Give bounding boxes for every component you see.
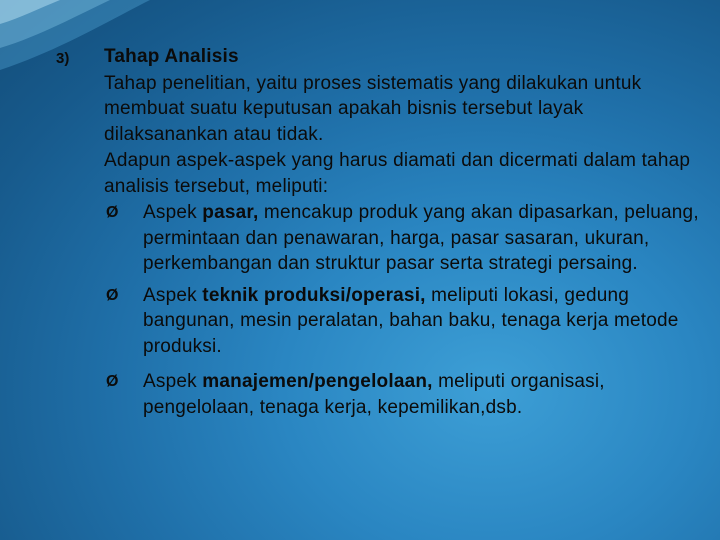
item-prefix: Aspek bbox=[143, 202, 203, 223]
item-keyword: teknik produksi/operasi, bbox=[202, 284, 426, 306]
paragraph-intro: Adapun aspek-aspek yang harus diamati dan dicermati dalam tahap analisis tersebut, meliputi: bbox=[104, 150, 691, 197]
arrowhead-bullet-icon: Ø bbox=[106, 373, 119, 390]
item-keyword: manajemen/pengelolaan, bbox=[202, 371, 433, 392]
list-item-teknik-produksi bbox=[104, 283, 704, 360]
slide-heading: Tahap Analisis bbox=[104, 46, 239, 67]
item-description: meliputi lokasi, gedung bangunan, mesin peralatan, bahan baku, tenaga kerja metode produksi. bbox=[143, 284, 679, 357]
item-prefix: Aspek bbox=[143, 284, 203, 306]
arrowhead-bullet-icon: Ø bbox=[106, 204, 119, 221]
item-description: meliputi organisasi, pengelolaan, tenaga kerja, kepemilikan,dsb. bbox=[143, 371, 605, 418]
list-item-manajemen bbox=[104, 369, 704, 420]
item-prefix: Aspek bbox=[143, 371, 203, 392]
slide-content bbox=[104, 44, 704, 421]
item-keyword: pasar, bbox=[202, 202, 259, 223]
item-description: mencakup produk yang akan dipasarkan, peluang, permintaan dan penawaran, harga, pasar sasaran, ukuran, perkembangan dan struktur pasar serta strategi persaing. bbox=[143, 202, 699, 274]
slide-number: 3) bbox=[56, 50, 70, 67]
list-item-pasar bbox=[104, 200, 704, 277]
arrowhead-bullet-icon: Ø bbox=[106, 286, 119, 304]
paragraph-definition: Tahap penelitian, yaitu proses sistematis yang dilakukan untuk membuat suatu keputusan apakah bisnis tersebut layak dilaksanankan atau tidak. bbox=[104, 72, 642, 145]
